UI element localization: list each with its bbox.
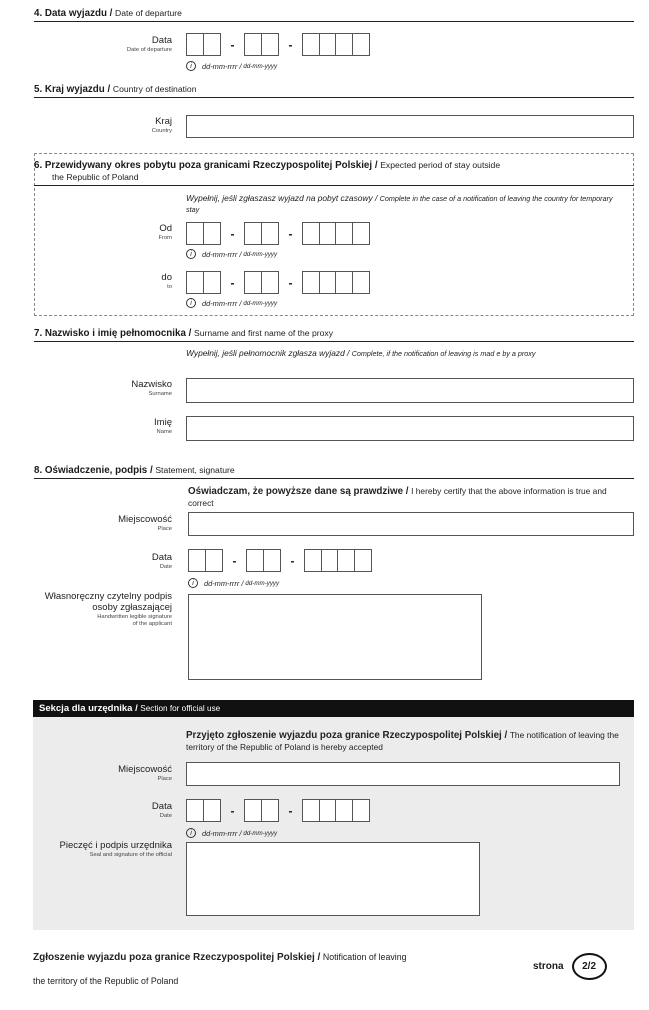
page-number-badge: 2/2 — [572, 953, 607, 980]
official-date-label: Data Date — [151, 801, 172, 819]
date-format-hint: i dd-mm-rrrr / dd-mm-yyyy — [186, 61, 277, 71]
place-input[interactable] — [188, 512, 634, 536]
day-cells[interactable] — [186, 33, 221, 56]
date-separator: - — [288, 275, 293, 290]
footer-title: Zgłoszenie wyjazdu poza granice Rzeczypospolitej Polskiej / Notification of leaving the territory of the Republic of Poland — [33, 952, 407, 986]
section-5-header: 5. Kraj wyjazdu / Country of destination — [34, 84, 634, 98]
date-separator: - — [288, 226, 293, 241]
year-cells[interactable] — [302, 799, 370, 822]
date-separator: - — [230, 275, 235, 290]
year-cells[interactable] — [302, 271, 370, 294]
date-separator: - — [232, 553, 237, 568]
info-icon: i — [188, 578, 198, 588]
section-7-header: 7. Nazwisko i imię pełnomocnika / Surname and first name of the proxy — [34, 328, 634, 342]
proxy-surname-label: Nazwisko Surname — [131, 379, 172, 397]
section-4-header: 4. Data wyjazdu / Date of departure — [34, 8, 634, 22]
month-cells[interactable] — [244, 33, 279, 56]
official-place-input[interactable] — [186, 762, 620, 786]
departure-date-input[interactable] — [186, 33, 370, 56]
year-cells[interactable] — [302, 33, 370, 56]
info-icon: i — [186, 249, 196, 259]
signature-date-input[interactable] — [188, 549, 372, 572]
official-date-input[interactable] — [186, 799, 370, 822]
day-cells[interactable] — [186, 799, 221, 822]
official-section-header: Sekcja dla urzędnika / Section for official use — [33, 700, 634, 717]
date-separator: - — [290, 553, 295, 568]
date-separator: - — [288, 803, 293, 818]
official-statement: Przyjęto zgłoszenie wyjazdu poza granice Rzeczypospolitej Polskiej / The notification of leaving the territory of the Republic of Poland is hereby accepted — [186, 730, 619, 752]
proxy-surname-input[interactable] — [186, 378, 634, 403]
day-cells[interactable] — [186, 271, 221, 294]
day-cells[interactable] — [186, 222, 221, 245]
date-format-hint: i dd-mm-rrrr / dd-mm-yyyy — [186, 298, 277, 308]
day-cells[interactable] — [188, 549, 223, 572]
date-separator: - — [230, 803, 235, 818]
year-cells[interactable] — [302, 222, 370, 245]
official-place-label: Miejscowość Place — [118, 764, 172, 782]
signature-box[interactable] — [188, 594, 482, 680]
signature-label: Własnoręczny czytelny podpis osoby zgłaszającej Handwritten legible signature of the applicant — [44, 591, 172, 627]
date-separator: - — [288, 37, 293, 52]
date-separator: - — [230, 37, 235, 52]
section-8-header: 8. Oświadczenie, podpis / Statement, signature — [34, 465, 634, 479]
to-label: do to — [161, 272, 172, 290]
to-date-input[interactable] — [186, 271, 370, 294]
month-cells[interactable] — [244, 799, 279, 822]
departure-date-label: Data Date of departure — [126, 35, 172, 53]
section-6-header: 6. Przewidywany okres pobytu poza granicami Rzeczypospolitej Polskiej / Expected period of stay outside the Republic of Poland — [34, 160, 634, 186]
from-date-input[interactable] — [186, 222, 370, 245]
info-icon: i — [186, 828, 196, 838]
official-seal-box[interactable] — [186, 842, 480, 916]
year-cells[interactable] — [304, 549, 372, 572]
country-label: Kraj Country — [151, 116, 172, 134]
section-7-note: Wypełnij, jeśli pełnomocnik zgłasza wyjazd / Complete, if the notification of leaving is mad e by a proxy — [186, 348, 536, 358]
place-label: Miejscowość Place — [118, 514, 172, 532]
month-cells[interactable] — [244, 271, 279, 294]
month-cells[interactable] — [246, 549, 281, 572]
proxy-name-input[interactable] — [186, 416, 634, 441]
section-6-note: Wypełnij, jeśli zgłaszasz wyjazd na pobyt czasowy / Complete in the case of a notification of leaving the country for temporary stay — [186, 193, 613, 214]
date-format-hint: i dd-mm-rrrr / dd-mm-yyyy — [188, 578, 279, 588]
official-seal-label: Pieczęć i podpis urzędnika Seal and signature of the official — [59, 840, 172, 858]
page-indicator: strona 2/2 — [533, 953, 607, 980]
proxy-name-label: Imię Name — [154, 417, 172, 435]
info-icon: i — [186, 298, 196, 308]
info-icon: i — [186, 61, 196, 71]
signature-date-label: Data Date — [151, 552, 172, 570]
date-format-hint: i dd-mm-rrrr / dd-mm-yyyy — [186, 828, 277, 838]
section-8-statement: Oświadczam, że powyższe dane są prawdziwe / I hereby certify that the above information is true and correct — [188, 486, 607, 508]
date-format-hint: i dd-mm-rrrr / dd-mm-yyyy — [186, 249, 277, 259]
from-label: Od From — [158, 223, 172, 241]
date-separator: - — [230, 226, 235, 241]
month-cells[interactable] — [244, 222, 279, 245]
country-input[interactable] — [186, 115, 634, 138]
